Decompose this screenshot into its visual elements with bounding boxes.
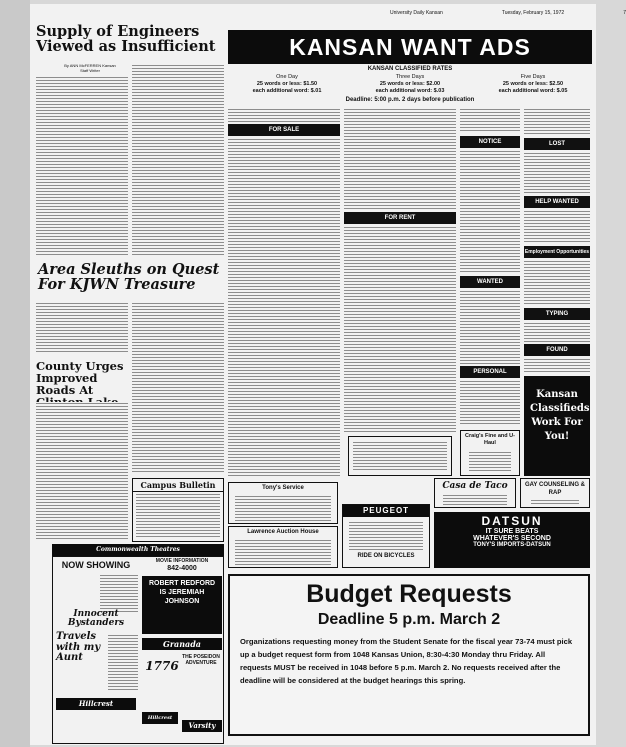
craigs-uhaul-details [469, 451, 511, 471]
lawrence-auction-name: Lawrence Auction House [247, 529, 319, 535]
year-1776-title: 1776 [145, 659, 179, 673]
rate-five-days-line2: each additional word: $.05 [498, 88, 568, 94]
datsun-slogan-1: IT SURE BEATS [485, 528, 539, 535]
personal-header: PERSONAL [460, 366, 520, 378]
casa-de-taco-name: Casa de Taco [442, 481, 508, 491]
engineers-column-1 [36, 76, 128, 256]
for-sale-listings-col1b [228, 138, 340, 478]
found-header: FOUND [524, 344, 590, 356]
rate-five-days-label: Five Days [520, 74, 546, 80]
rate-one-day-label: One Day [276, 74, 298, 80]
varsity-logo [182, 720, 222, 732]
granada-name: Granada [162, 639, 201, 649]
commonwealth-theatres-banner [52, 544, 224, 556]
peugeot-logo: PEUGEOT [343, 505, 429, 517]
peugeot-prices [349, 521, 423, 551]
hillcrest-logo-left [56, 698, 136, 710]
employment-header: Employment Opportunities [524, 246, 590, 258]
typing-listings [524, 322, 590, 342]
kansan-classifieds-promo [524, 376, 590, 476]
help-wanted-header: HELP WANTED [524, 196, 590, 208]
now-showing-label: NOW SHOWING [61, 560, 131, 570]
budget-deadline: Deadline 5 p.m. March 2 [317, 611, 501, 628]
hillcrest-name-left: Hillcrest [78, 699, 114, 708]
for-sale-listings-col2 [344, 108, 456, 210]
want-ads-banner [228, 30, 592, 64]
datsun-ad [434, 512, 590, 568]
varsity-name: Varsity [188, 721, 216, 730]
page-masthead [390, 10, 626, 16]
casa-de-taco-details [443, 494, 507, 506]
craigs-uhaul-name: Craig's Fine and U-Haul [465, 433, 515, 446]
campus-bulletin-listings [136, 493, 220, 539]
for-rent-listings [344, 226, 456, 432]
rates-title: KANSAN CLASSIFIED RATES [367, 66, 453, 72]
roads-headline: County Urges Improved Roads At [36, 359, 124, 398]
wanted-listings [460, 290, 520, 364]
gay-counseling-phone [531, 499, 579, 505]
casa-de-taco-ad [434, 478, 516, 508]
budget-title: Budget Requests [306, 580, 512, 608]
want-ads-title: KANSAN WANT ADS [289, 34, 531, 60]
engineers-byline: By ANN McFERREN Kansan Staff Writer [64, 63, 116, 73]
page-gutter [0, 0, 30, 747]
gay-counseling-ad [520, 478, 590, 508]
peugeot-ad [342, 504, 430, 568]
notice-header: NOTICE [460, 136, 520, 148]
rates-row [228, 74, 592, 95]
crewel-cupboard-ad [348, 436, 452, 476]
granada-logo [142, 638, 222, 650]
rate-three-days-line1: 25 words or less: $2.00 [379, 81, 441, 87]
for-rent-listings-col3 [460, 108, 520, 132]
campus-bulletin-title: Campus Bulletin [133, 479, 223, 492]
campus-bulletin-box [132, 478, 224, 542]
redford-title: ROBERT REDFORD IS JEREMIAH JOHNSON [148, 580, 216, 605]
budget-requests-ad [228, 574, 590, 736]
rate-one-day-line1: 25 words or less: $1.50 [256, 81, 318, 87]
for-sale-listings-col1 [228, 108, 340, 122]
ride-on-bicycles: RIDE ON BICYCLES [357, 553, 415, 559]
travels-blurb [108, 634, 138, 690]
col4-listings-top [524, 108, 590, 136]
lost-listings [524, 152, 590, 194]
rate-five-days-line1: 25 words or less: $2.50 [502, 81, 564, 87]
typing-header: TYPING [524, 308, 590, 320]
commonwealth-theatres-name: Commonwealth Theatres [96, 546, 180, 553]
newspaper-page [30, 4, 626, 745]
notice-listings [460, 150, 520, 274]
tonys-service-name: Tony's Service [262, 485, 304, 491]
budget-body: Organizations requesting money from the Student Senate for the fiscal year 73-74 must pick up a budget request form from 1048 Kansas Union, 8:30-4:30 Monday thru Friday. All requests MUST be received in 1048 before 5 p.m. March 2. No requests received after the deadline will be considered at the budget hearings this spring. [240, 637, 573, 685]
movie-info-phone: 842-4000 [167, 565, 197, 572]
poseidon-title: THE POSEIDON ADVENTURE [182, 654, 220, 666]
lost-header: LOST [524, 138, 590, 150]
innocent-bystanders-blurb [100, 574, 138, 612]
datsun-logo: DATSUN [481, 514, 543, 528]
employment-listings [524, 260, 590, 306]
wanted-header: WANTED [460, 276, 520, 288]
rate-one-day-line2: each additional word: $.01 [252, 88, 322, 94]
treasure-column-2 [132, 302, 224, 472]
found-listings [524, 358, 590, 374]
tonys-service-details [235, 495, 331, 521]
travels-with-my-aunt-title: Travels with my Aunt [56, 631, 101, 663]
hillcrest-logo-right [142, 712, 178, 724]
craigs-uhaul-ad [460, 430, 520, 476]
help-wanted-listings [524, 210, 590, 244]
page-number: 7 [623, 10, 626, 16]
treasure-column-1 [36, 302, 128, 354]
roads-column [36, 402, 128, 540]
lawrence-auction-details [235, 539, 331, 565]
for-rent-header: FOR RENT [344, 212, 456, 224]
movie-info-label: MOVIE INFORMATION [155, 558, 209, 564]
classified-deadline: Deadline: 5:00 p.m. 2 days before publication [345, 97, 475, 103]
engineers-column-2 [132, 64, 224, 256]
gay-counseling-name: GAY COUNSELING & RAP [524, 482, 585, 496]
tonys-service-ad [228, 482, 338, 524]
paper-name: University Daily Kansan [390, 10, 443, 16]
personal-listings [460, 380, 520, 426]
treasure-headline: Area Sleuths on Quest For KJWN Treasure [38, 261, 220, 294]
crewel-cupboard-text [353, 441, 447, 471]
for-sale-header: FOR SALE [228, 124, 340, 136]
lawrence-auction-ad [228, 526, 338, 568]
rate-three-days-label: Three Days [395, 74, 425, 80]
issue-date: Tuesday, February 15, 1972 [501, 10, 565, 16]
redford-ad [142, 576, 222, 634]
datsun-dealer: TONY'S IMPORTS-DATSUN [473, 542, 551, 548]
innocent-bystanders-title: Innocent Bystanders [67, 609, 125, 629]
rate-five-days [474, 74, 592, 95]
kansan-classifieds-slogan: Kansan Classifieds Work For You! [530, 389, 590, 442]
rate-three-days [351, 74, 469, 95]
rate-three-days-line2: each additional word: $.03 [375, 88, 445, 94]
hillcrest-name-right: Hillcrest [147, 715, 173, 721]
rate-one-day [228, 74, 346, 95]
engineers-headline: Supply of Engineers Viewed as Insufficient [36, 23, 216, 56]
datsun-slogan-2: WHATEVER'S SECOND [473, 535, 551, 542]
